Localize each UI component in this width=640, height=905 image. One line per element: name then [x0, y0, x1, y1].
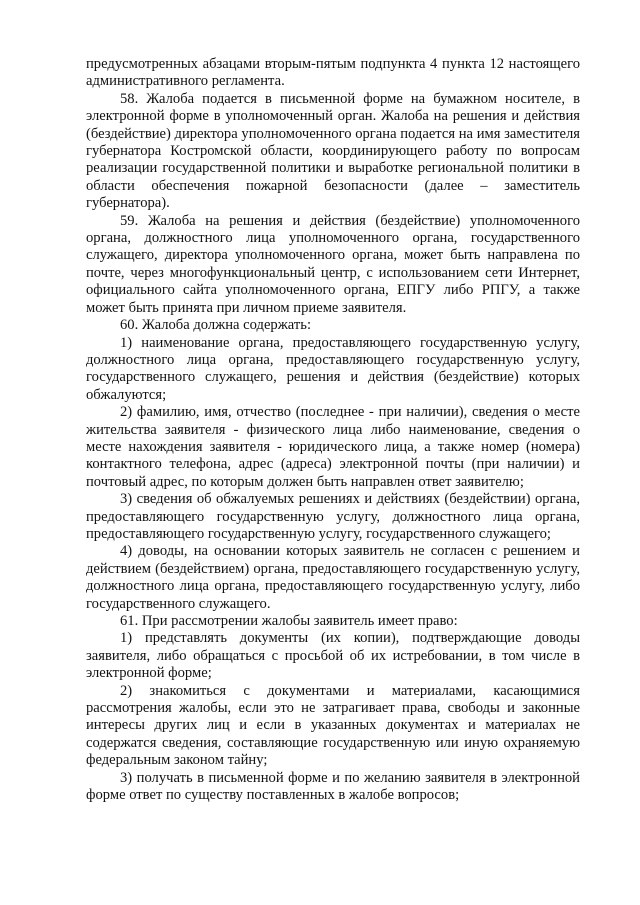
paragraph-61-item-3: 3) получать в письменной форме и по желанию заявителя в электронной форме ответ по существу поставленных в жалобе вопросов; — [86, 769, 580, 804]
paragraph-continuation: предусмотренных абзацами вторым-пятым подпункта 4 пункта 12 настоящего административного регламента. — [86, 56, 580, 90]
document-page — [86, 56, 580, 804]
paragraph-61: 61. При рассмотрении жалобы заявитель имеет право: — [120, 613, 458, 629]
paragraph-58: 58. Жалоба подается в письменной форме на бумажном носителе, в электронной форме в уполномоченный орган. Жалоба на решения и действия (бездействие) директора уполномоченного органа подается на имя заместителя губернатора Костромской области, координирующего работу по вопросам реализации государственной политики и выработке региональной политики в области обеспечения пожарной безопасности (далее – заместитель губернатора). — [86, 90, 580, 212]
paragraph-61-item-1: 1) представлять документы (их копии), подтверждающие доводы заявителя, либо обращаться с просьбой об их истребовании, в том числе в электронной форме; — [86, 630, 580, 682]
paragraph-60-item-4: 4) доводы, на основании которых заявитель не согласен с решением и действием (бездействием) органа, предоставляющего государственную услугу, должностного лица органа, предоставляющего государственную услугу, либо государственного служащего. — [86, 543, 580, 612]
paragraph-60-item-3: 3) сведения об обжалуемых решениях и действиях (бездействии) органа, предоставляющего государственную услугу, должностного лица органа, предоставляющего государственную услугу, государственного служащего; — [86, 491, 580, 542]
paragraph-60: 60. Жалоба должна содержать: — [120, 317, 311, 334]
paragraph-59: 59. Жалоба на решения и действия (бездействие) уполномоченного органа, должностного лица уполномоченного органа, государственного служащего, директора уполномоченного органа, может быть направлена по почте, через многофункциональный центр, с использованием сети Интернет, официального сайта уполномоченного органа, ЕПГУ либо РПГУ, а также может быть принята при личном приеме заявителя. — [86, 212, 580, 316]
paragraph-61-item-2: 2) знакомиться с документами и материалами, касающимися рассмотрения жалобы, если это не затрагивает права, свободы и законные интересы других лиц и если в указанных документах и материалах не содержатся сведения, составляющие государственную или иную охраняемую федеральным законом тайну; — [86, 682, 580, 769]
paragraph-60-item-2: 2) фамилию, имя, отчество (последнее - при наличии), сведения о месте жительства заявителя - физического лица либо наименование, сведения о месте нахождения заявителя - юридического лица, а также номер (номера) контактного телефона, адрес (адреса) электронной почты (при наличии) и почтовый адрес, по которым должен быть направлен ответ заявителю; — [86, 404, 580, 490]
paragraph-60-item-1: 1) наименование органа, предоставляющего государственную услугу, должностного лица органа, предоставляющего государственную услугу, государственного служащего, решения и действия (бездействие) которых обжалуются; — [86, 334, 580, 403]
